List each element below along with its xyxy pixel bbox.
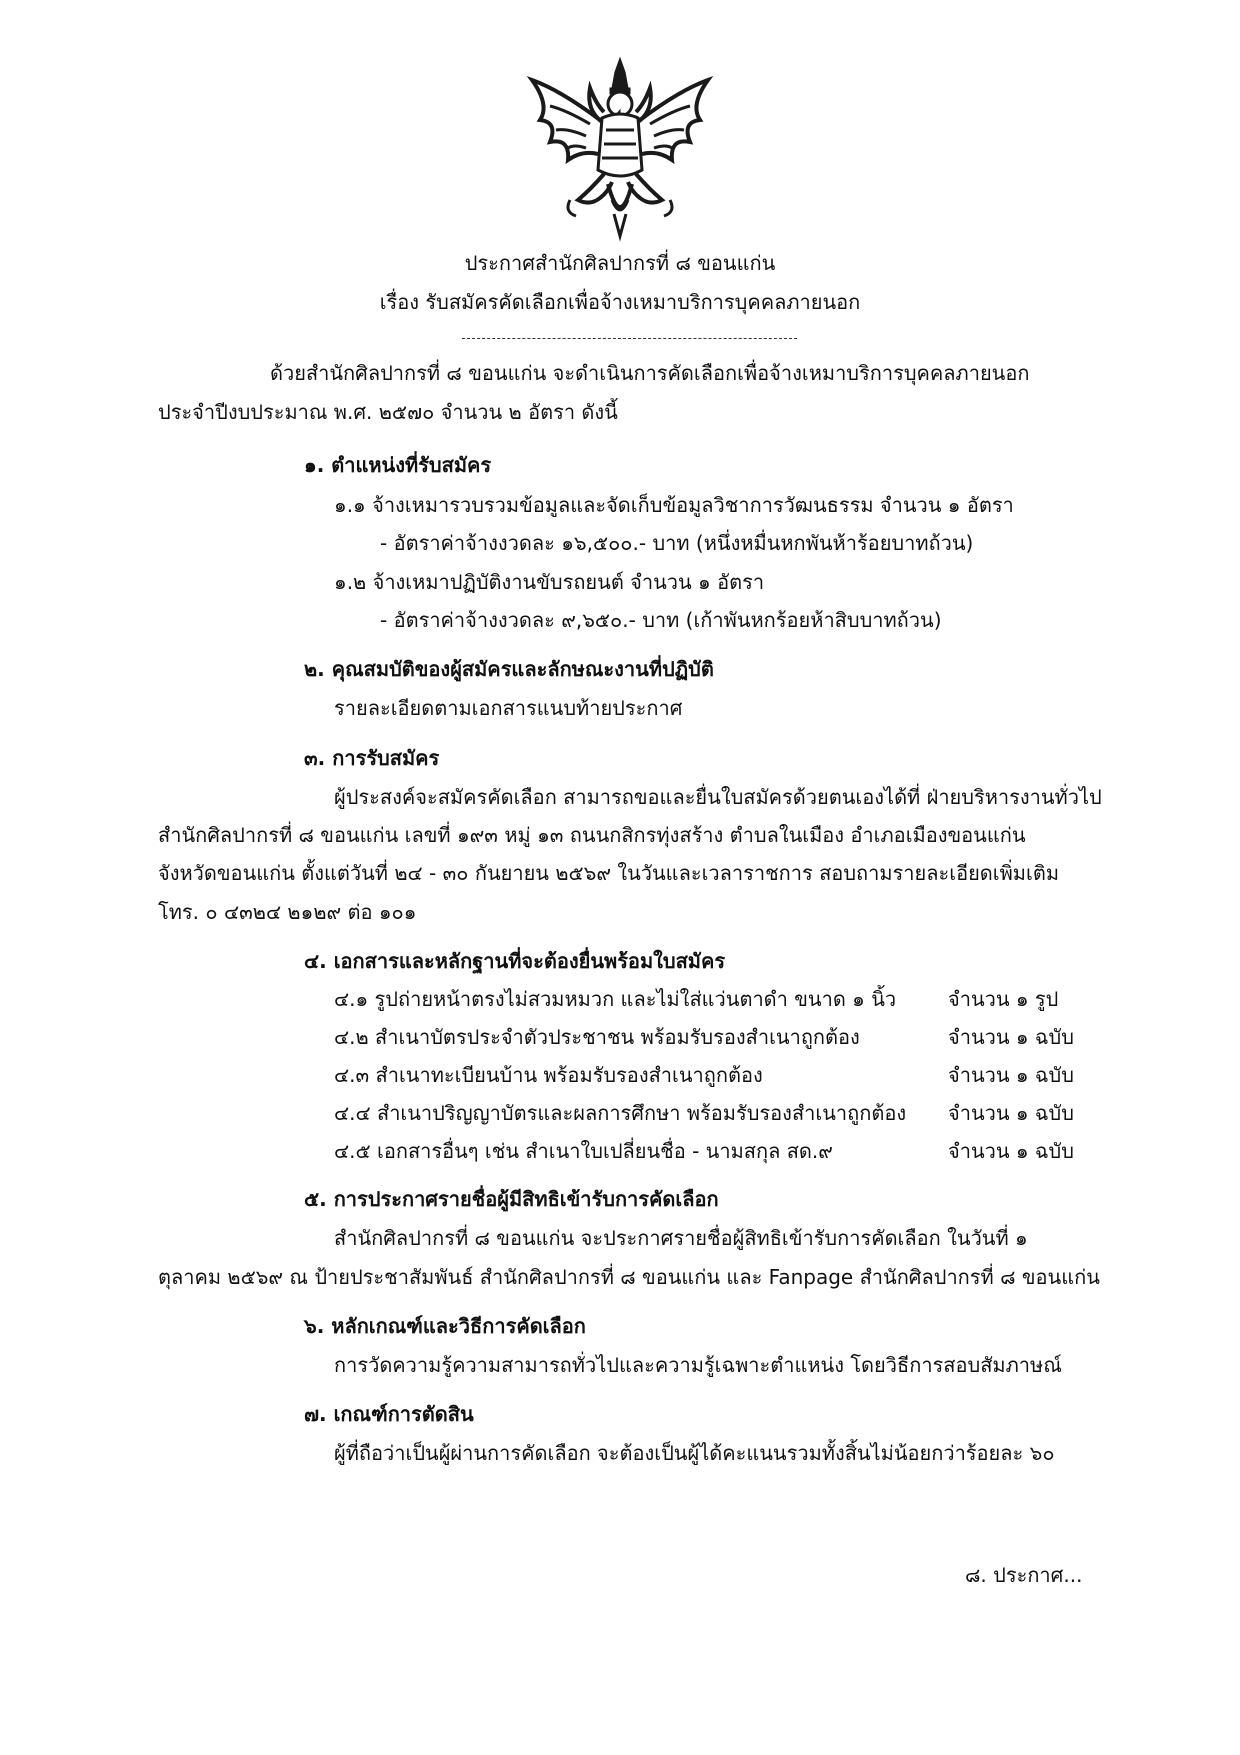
- document-item: ๔.๑ รูปถ่ายหน้าตรงไม่สวมหมวก และไม่ใส่แว่นตาดำ ขนาด ๑ นิ้ว: [334, 987, 897, 1011]
- document-item: ๔.๔ สำเนาปริญญาบัตรและผลการศึกษา พร้อมรับรองสำเนาถูกต้อง: [334, 1101, 907, 1125]
- section-1-item-1: ๑.๑ จ้างเหมารวบรวมข้อมูลและจัดเก็บข้อมูลวิชาการวัฒนธรรม จำนวน ๑ อัตรา: [334, 493, 1014, 517]
- continued-marker: ๘. ประกาศ...: [965, 1563, 1083, 1587]
- section-1-item-2-rate: - อัตราค่าจ้างงวดละ ๙,๖๕๐.- บาท (เก้าพันหกร้อยห้าสิบบาทถ้วน): [380, 608, 942, 632]
- document-item-quantity: จำนวน ๑ ฉบับ: [948, 1025, 1074, 1049]
- header-divider: [462, 338, 797, 339]
- section-5-heading: ๕. การประกาศรายชื่อผู้มีสิทธิเข้ารับการคัดเลือก: [304, 1187, 719, 1211]
- section-4-heading: ๔. เอกสารและหลักฐานที่จะต้องยื่นพร้อมใบสมัคร: [304, 949, 726, 973]
- section-6-heading: ๖. หลักเกณฑ์และวิธีการคัดเลือก: [304, 1314, 586, 1338]
- section-3-heading: ๓. การรับสมัคร: [304, 746, 440, 770]
- section-3-line-3: จังหวัดขอนแก่น ตั้งแต่วันที่ ๒๔ - ๓๐ กันยายน ๒๕๖๙ ในวันและเวลาราชการ สอบถามรายละเอียดเพิ่มเติม: [158, 861, 1059, 885]
- intro-line-1: ด้วยสำนักศิลปากรที่ ๘ ขอนแก่น จะดำเนินการคัดเลือกเพื่อจ้างเหมาบริการบุคคลภายนอก: [270, 361, 1030, 385]
- document-item-quantity: จำนวน ๑ รูป: [948, 987, 1059, 1011]
- section-2-body: รายละเอียดตามเอกสารแนบท้ายประกาศ: [334, 696, 683, 720]
- section-7-body: ผู้ที่ถือว่าเป็นผู้ผ่านการคัดเลือก จะต้องเป็นผู้ได้คะแนนรวมทั้งสิ้นไม่น้อยกว่าร้อยละ ๖๐: [334, 1441, 1055, 1465]
- section-6-body: การวัดความรู้ความสามารถทั่วไปและความรู้เฉพาะตำแหน่ง โดยวิธีการสอบสัมภาษณ์: [334, 1353, 1062, 1377]
- document-item: ๔.๒ สำเนาบัตรประจำตัวประชาชน พร้อมรับรองสำเนาถูกต้อง: [334, 1025, 860, 1049]
- section-1-item-2: ๑.๒ จ้างเหมาปฏิบัติงานขับรถยนต์ จำนวน ๑ อัตรา: [334, 570, 765, 594]
- document-item-quantity: จำนวน ๑ ฉบับ: [948, 1139, 1074, 1163]
- document-item: ๔.๕ เอกสารอื่นๆ เช่น สำเนาใบเปลี่ยนชื่อ - นามสกุล สด.๙: [334, 1139, 833, 1163]
- section-2-heading: ๒. คุณสมบัติของผู้สมัครและลักษณะงานที่ปฏิบัติ: [304, 657, 714, 681]
- section-5-line-2: ตุลาคม ๒๕๖๙ ณ ป้ายประชาสัมพันธ์ สำนักศิลปากรที่ ๘ ขอนแก่น และ Fanpage สำนักศิลปากรที่ ๘ ขอนแก่น: [158, 1265, 1100, 1289]
- section-5-line-1: สำนักศิลปากรที่ ๘ ขอนแก่น จะประกาศรายชื่อผู้สิทธิเข้ารับการคัดเลือก ในวันที่ ๑: [334, 1226, 1028, 1250]
- section-3-line-4: โทร. ๐ ๔๓๒๔ ๒๑๒๙ ต่อ ๑๐๑: [158, 900, 417, 924]
- section-7-heading: ๗. เกณฑ์การตัดสิน: [304, 1402, 474, 1426]
- document-item-quantity: จำนวน ๑ ฉบับ: [948, 1063, 1074, 1087]
- section-1-item-1-rate: - อัตราค่าจ้างงวดละ ๑๖,๕๐๐.- บาท (หนึ่งหมื่นหกพันห้าร้อยบาทถ้วน): [380, 531, 974, 555]
- intro-line-2: ประจำปีงบประมาณ พ.ศ. ๒๕๗๐ จำนวน ๒ อัตรา ดังนี้: [158, 400, 618, 424]
- document-item: ๔.๓ สำเนาทะเบียนบ้าน พร้อมรับรองสำเนาถูกต้อง: [334, 1063, 763, 1087]
- garuda-emblem-icon: [520, 50, 720, 250]
- section-3-line-2: สำนักศิลปากรที่ ๘ ขอนแก่น เลขที่ ๑๙๓ หมู่ ๑๓ ถนนกสิกรทุ่งสร้าง ตำบลในเมือง อำเภอเมืองขอนแก่น: [158, 823, 1026, 847]
- document-item-quantity: จำนวน ๑ ฉบับ: [948, 1101, 1074, 1125]
- announcement-title: ประกาศสำนักศิลปากรที่ ๘ ขอนแก่น: [464, 251, 776, 275]
- section-3-line-1: ผู้ประสงค์จะสมัครคัดเลือก สามารถขอและยื่นใบสมัครด้วยตนเองได้ที่ ฝ่ายบริหารงานทั่วไป: [334, 785, 1102, 809]
- announcement-subject: เรื่อง รับสมัครคัดเลือกเพื่อจ้างเหมาบริการบุคคลภายนอก: [379, 290, 861, 314]
- section-1-heading: ๑. ตำแหน่งที่รับสมัคร: [304, 453, 492, 477]
